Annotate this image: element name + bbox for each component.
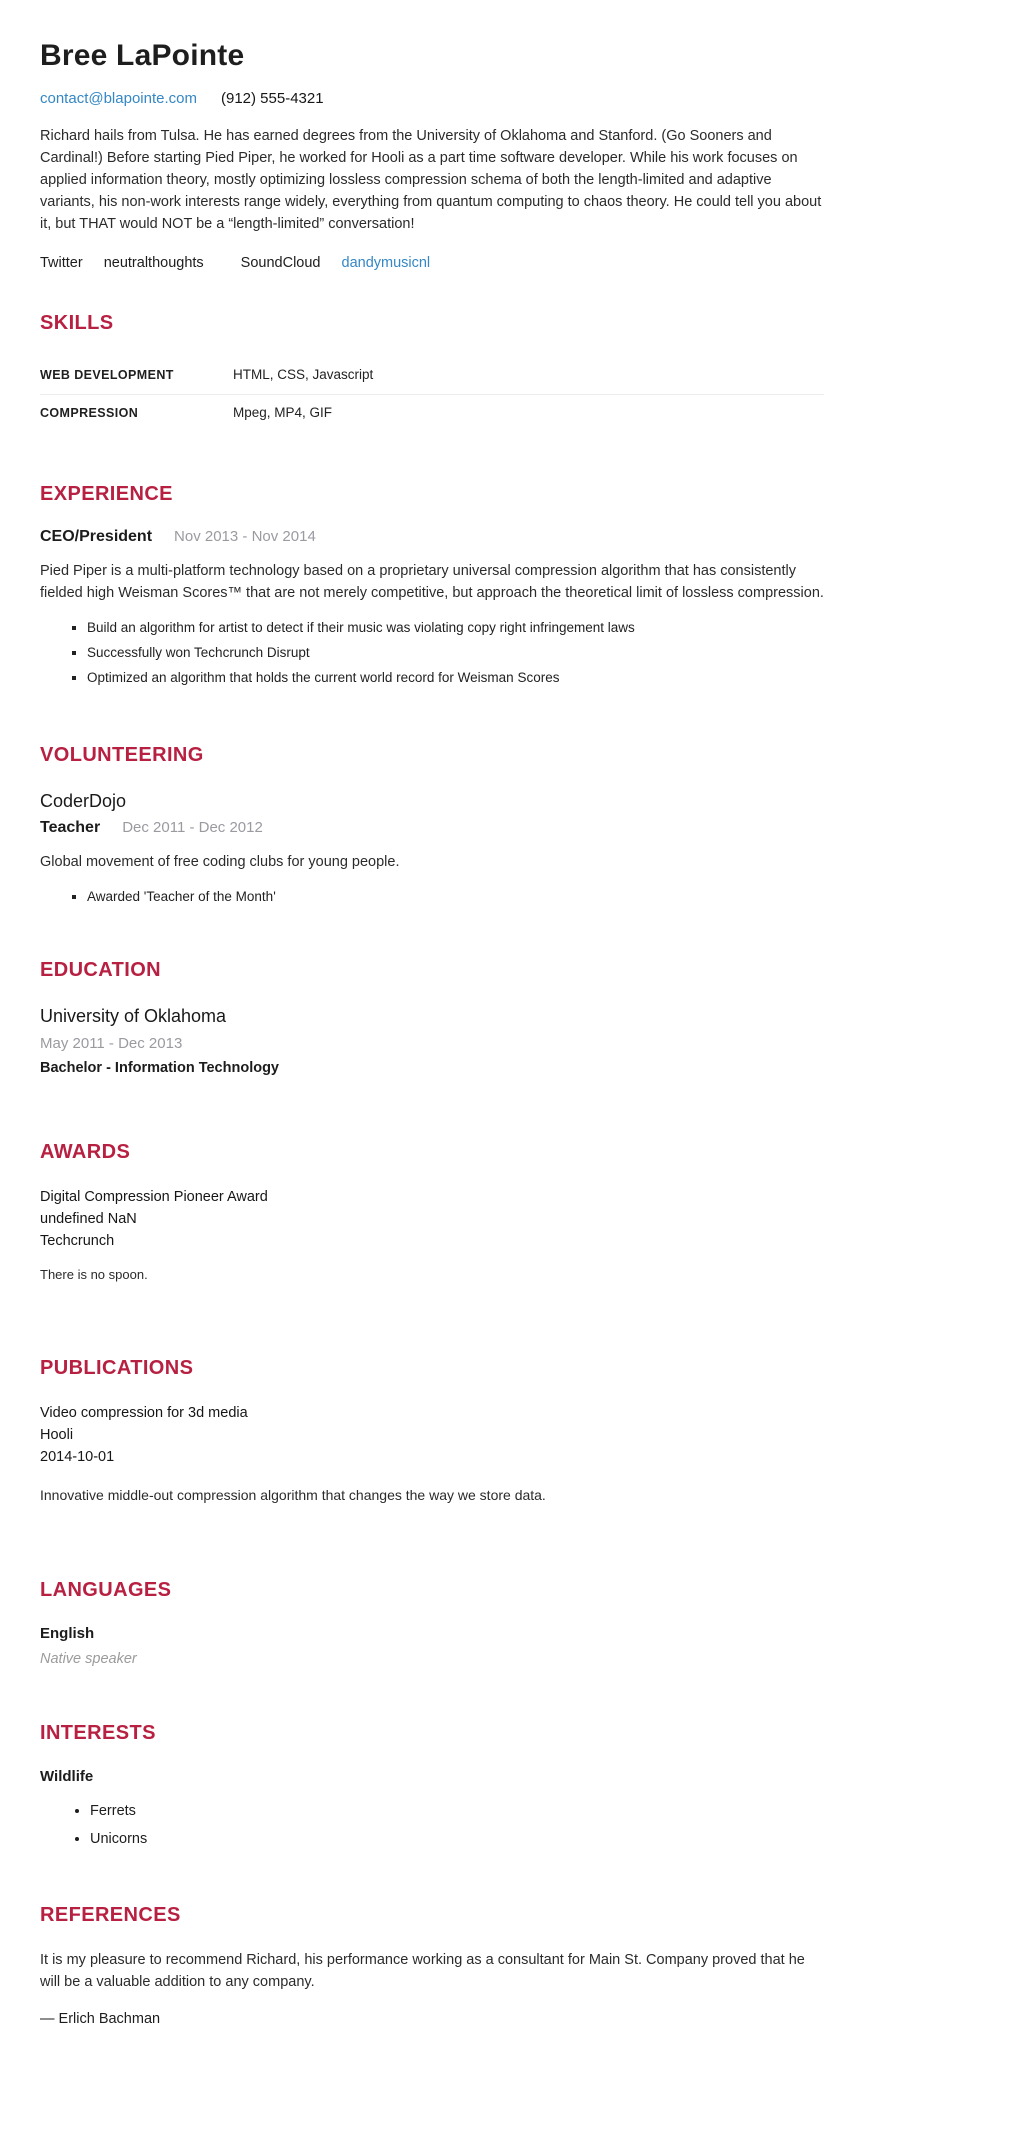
- reference-quote: It is my pleasure to recommend Richard, his performance working as a consultant for Main St. Company proved that he will be a valuable addition to any company.: [40, 1952, 805, 1990]
- profile-soundcloud: [241, 255, 431, 271]
- volunteering-summary: Global movement of free coding clubs for young people.: [40, 854, 400, 870]
- skill-row-web-development: [40, 357, 824, 395]
- section-languages: [40, 1578, 824, 1669]
- skill-row-compression: [40, 395, 824, 432]
- position-title: Teacher: [40, 819, 101, 836]
- twitter-network-label: Twitter: [40, 255, 83, 271]
- award-lines: [40, 1186, 824, 1252]
- position-dates: Dec 2011 - Dec 2012: [122, 819, 263, 836]
- skill-keywords: HTML, CSS, Javascript: [233, 367, 374, 382]
- interest-name: Wildlife: [40, 1768, 94, 1785]
- publication-summary: Innovative middle-out compression algorithm that changes the way we store data.: [40, 1487, 546, 1503]
- award-date: undefined NaN: [40, 1211, 137, 1227]
- soundcloud-network-label: SoundCloud: [240, 255, 321, 271]
- language-name: English: [40, 1625, 95, 1642]
- skill-name: WEB DEVELOPMENT: [40, 368, 174, 382]
- languages-heading: LANGUAGES: [40, 1579, 172, 1601]
- phone-number: (912) 555-4321: [220, 90, 324, 107]
- publication-publisher: Hooli: [40, 1427, 74, 1443]
- highlight-item: ▪ Awarded 'Teacher of the Month': [87, 887, 824, 906]
- section-awards: [40, 1140, 824, 1284]
- volunteering-heading: VOLUNTEERING: [40, 744, 204, 766]
- contact-line: [40, 90, 824, 107]
- soundcloud-username-link[interactable]: dandymusicnl: [341, 255, 431, 271]
- experience-heading: EXPERIENCE: [40, 483, 173, 505]
- highlight-item: ▪ Successfully won Techcrunch Disrupt: [87, 643, 824, 662]
- skills-table: [40, 357, 824, 432]
- references-heading: REFERENCES: [40, 1904, 181, 1926]
- highlight-item: ▪ Build an algorithm for artist to detect if their music was violating copy right infringement laws: [87, 618, 824, 637]
- reference-author: — Erlich Bachman: [40, 2011, 161, 2027]
- institution-name: University of Oklahoma: [40, 1006, 227, 1026]
- education-dates: May 2011 - Dec 2013: [40, 1035, 183, 1052]
- interests-list: [40, 1801, 824, 1849]
- email-link[interactable]: contact@blapointe.com: [40, 90, 197, 107]
- twitter-username: neutralthoughts: [103, 255, 204, 271]
- publications-heading: PUBLICATIONS: [40, 1357, 194, 1379]
- publication-lines: [40, 1402, 824, 1468]
- resume-content: [40, 38, 824, 2029]
- section-publications: [40, 1356, 824, 1506]
- section-references: [40, 1903, 824, 2029]
- job-line: [40, 528, 824, 546]
- section-volunteering: [40, 743, 824, 906]
- profiles-row: [40, 255, 824, 271]
- award-summary: There is no spoon.: [40, 1267, 148, 1282]
- education-degree: Bachelor - Information Technology: [40, 1060, 279, 1076]
- education-heading: EDUCATION: [40, 959, 162, 981]
- skill-name: COMPRESSION: [40, 406, 139, 420]
- interests-heading: INTERESTS: [40, 1722, 156, 1744]
- experience-highlights-list: [40, 618, 824, 687]
- award-title: Digital Compression Pioneer Award: [40, 1189, 268, 1205]
- skills-heading: SKILLS: [40, 312, 114, 334]
- highlight-item: ▪ Optimized an algorithm that holds the current world record for Weisman Scores: [87, 668, 824, 687]
- publication-title: Video compression for 3d media: [40, 1405, 248, 1421]
- volunteering-highlights-list: [40, 887, 824, 906]
- section-skills: [40, 311, 824, 432]
- awards-heading: AWARDS: [40, 1141, 131, 1163]
- section-interests: [40, 1721, 824, 1849]
- section-experience: [40, 482, 824, 687]
- publication-date: 2014-10-01: [40, 1449, 115, 1465]
- language-fluency: Native speaker: [40, 1651, 137, 1667]
- section-education: [40, 958, 824, 1078]
- position-line: [40, 819, 824, 837]
- interest-item: • Unicorns: [90, 1829, 824, 1849]
- skill-keywords: Mpeg, MP4, GIF: [233, 405, 333, 420]
- job-dates: Nov 2013 - Nov 2014: [174, 528, 316, 545]
- summary-text: Richard hails from Tulsa. He has earned degrees from the University of Oklahoma and Stanford. (Go Sooners and Cardinal!) Before starting Pied Piper, he worked for Hooli as a part time software developer. While his work focuses on applied information theory, mostly optimizing lossless compression schema of both the length-limited and adaptive variants, his non-work interests range widely, everything from quantum computing to chaos theory. He could tell you about it, but THAT would NOT be a “length-limited” conversation!: [40, 128, 822, 232]
- organization-name: CoderDojo: [40, 791, 127, 811]
- interest-item: • Ferrets: [90, 1801, 824, 1821]
- person-name: Bree LaPointe: [40, 39, 245, 72]
- profile-twitter: [40, 255, 204, 271]
- job-title: CEO/President: [40, 528, 153, 545]
- job-summary: Pied Piper is a multi-platform technology based on a proprietary universal compression algorithm that has consistently fielded high Weisman Scores™ that are not merely competitive, but approach the theoretical limit of lossless compression.: [40, 563, 824, 601]
- award-awarder: Techcrunch: [40, 1233, 115, 1249]
